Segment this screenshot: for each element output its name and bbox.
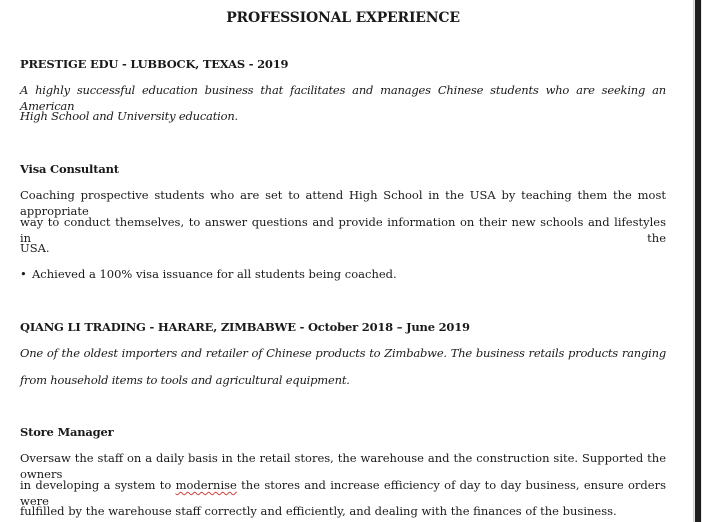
vertical-scrollbar[interactable] — [693, 0, 702, 522]
list-item — [20, 266, 397, 282]
job-body-line: Oversaw the staff on a daily basis in the retail stores, the warehouse and the construction site. Supported the owners — [20, 451, 666, 481]
job-body-line: Coaching prospective students who are set to attend High School in the USA by teaching them the most appropriate — [20, 188, 666, 218]
bullet-icon: • — [20, 267, 27, 281]
bullet-text: Achieved a 100% visa issuance for all students being coached. — [32, 267, 397, 281]
section-title: PROFESSIONAL EXPERIENCE — [226, 10, 460, 26]
job-role: Store Manager — [20, 425, 114, 439]
job-description-line: One of the oldest importers and retailer of Chinese products to Zimbabwe. The business retails products ranging — [20, 346, 666, 360]
job-body-line: fulfilled by the warehouse staff correctly and efficiently, and dealing with the finances of the business. — [20, 504, 617, 518]
text-segment: the stores and increase efficiency of day to day business, ensure orders were — [20, 478, 666, 508]
job-body-line: way to conduct themselves, to answer questions and provide information on their new schools and lifestyles in the — [20, 215, 666, 245]
scrollbar-thumb[interactable] — [695, 0, 701, 522]
job-heading: PRESTIGE EDU - LUBBOCK, TEXAS - 2019 — [20, 57, 289, 71]
job-role: Visa Consultant — [20, 162, 119, 176]
job-description-line: High School and University education. — [20, 109, 239, 123]
job-description-line: A highly successful education business that facilitates and manages Chinese students who are seeking an American — [20, 83, 666, 113]
text-segment: in developing a system to — [20, 478, 176, 492]
job-body-line: USA. — [20, 241, 50, 255]
job-description-line: from household items to tools and agricultural equipment. — [20, 373, 350, 387]
job-heading: QIANG LI TRADING - HARARE, ZIMBABWE - October 2018 – June 2019 — [20, 320, 470, 334]
spellcheck-flagged-word[interactable]: modernise — [175, 478, 237, 492]
